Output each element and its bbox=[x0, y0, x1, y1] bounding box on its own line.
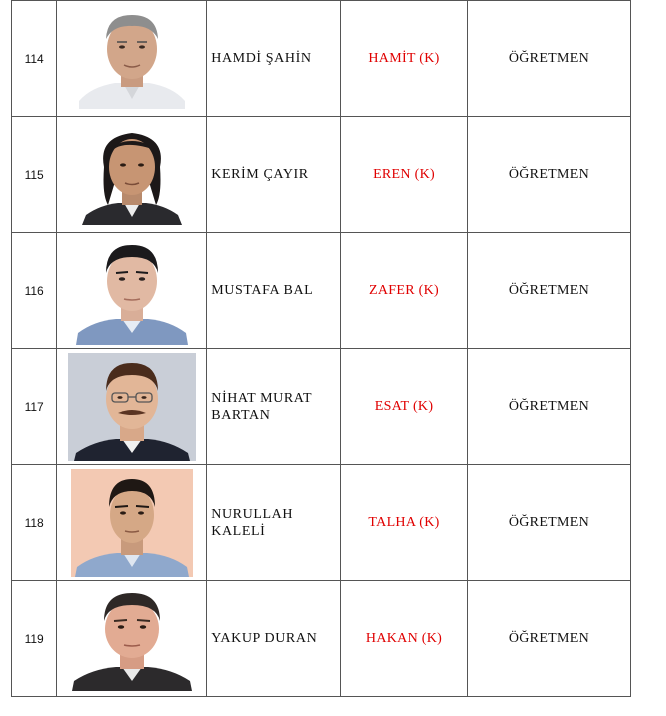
role-title: ÖĞRETMEN bbox=[467, 1, 630, 117]
portrait-photo bbox=[68, 587, 196, 691]
portrait-photo bbox=[76, 125, 188, 225]
row-number: 118 bbox=[12, 465, 57, 581]
portrait-photo bbox=[68, 353, 196, 461]
code-name: HAKAN (K) bbox=[341, 581, 468, 697]
code-name: ZAFER (K) bbox=[341, 233, 468, 349]
table-row bbox=[12, 581, 631, 697]
row-number: 114 bbox=[12, 1, 57, 117]
person-name: NİHAT MURAT BARTAN bbox=[207, 349, 341, 465]
role-title: ÖĞRETMEN bbox=[467, 117, 630, 233]
role-title: ÖĞRETMEN bbox=[467, 349, 630, 465]
person-name: KERİM ÇAYIR bbox=[207, 117, 341, 233]
table-row bbox=[12, 465, 631, 581]
personnel-table bbox=[11, 0, 631, 697]
person-name: NURULLAH KALELİ bbox=[207, 465, 341, 581]
portrait-photo bbox=[71, 469, 193, 577]
code-name: EREN (K) bbox=[341, 117, 468, 233]
code-name: ESAT (K) bbox=[341, 349, 468, 465]
photo-cell bbox=[57, 117, 207, 233]
role-title: ÖĞRETMEN bbox=[467, 233, 630, 349]
photo-cell bbox=[57, 349, 207, 465]
role-title: ÖĞRETMEN bbox=[467, 465, 630, 581]
portrait-photo bbox=[71, 9, 193, 109]
table-row bbox=[12, 117, 631, 233]
person-name: YAKUP DURAN bbox=[207, 581, 341, 697]
row-number: 116 bbox=[12, 233, 57, 349]
role-title: ÖĞRETMEN bbox=[467, 581, 630, 697]
row-number: 115 bbox=[12, 117, 57, 233]
photo-cell bbox=[57, 581, 207, 697]
row-number: 117 bbox=[12, 349, 57, 465]
table-row bbox=[12, 1, 631, 117]
row-number: 119 bbox=[12, 581, 57, 697]
person-name: HAMDİ ŞAHİN bbox=[207, 1, 341, 117]
code-name: TALHA (K) bbox=[341, 465, 468, 581]
photo-cell bbox=[57, 465, 207, 581]
table-row bbox=[12, 349, 631, 465]
photo-cell bbox=[57, 233, 207, 349]
code-name: HAMİT (K) bbox=[341, 1, 468, 117]
person-name: MUSTAFA BAL bbox=[207, 233, 341, 349]
table-row bbox=[12, 233, 631, 349]
portrait-photo bbox=[72, 237, 192, 345]
photo-cell bbox=[57, 1, 207, 117]
